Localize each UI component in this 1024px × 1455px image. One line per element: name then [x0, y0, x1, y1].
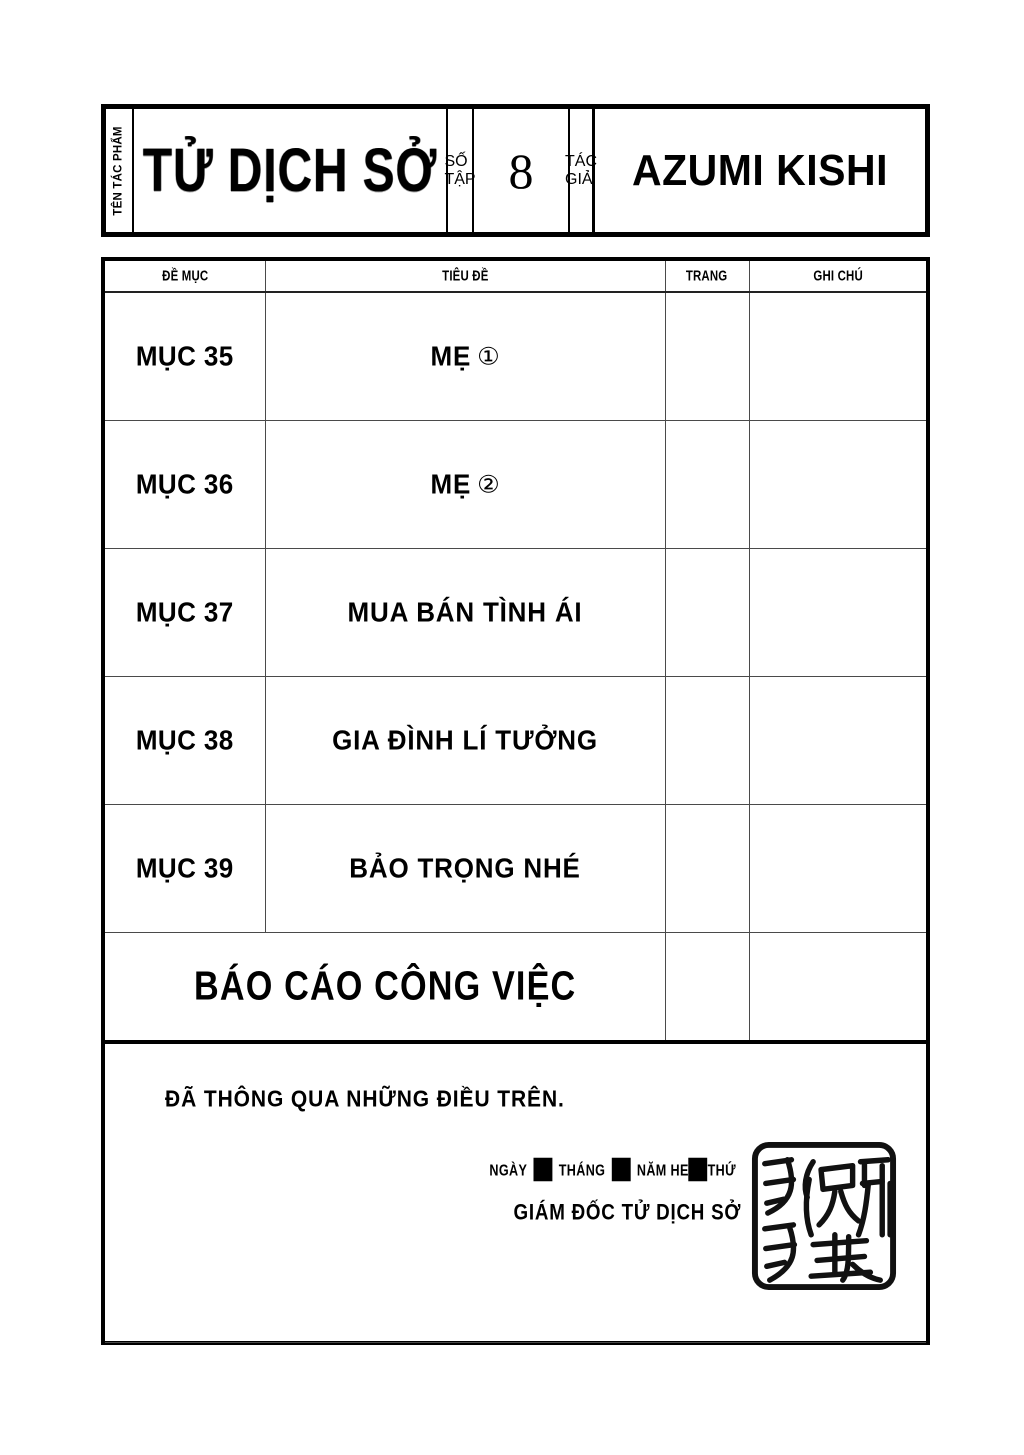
official-seal-icon — [750, 1140, 898, 1292]
volume-number: 8 — [508, 142, 534, 199]
column-header-note: GHI CHÚ — [749, 261, 926, 292]
year-value-box[interactable] — [689, 1158, 708, 1182]
cell-report-page — [665, 932, 749, 1042]
table-row — [105, 676, 926, 804]
column-header-title: TIÊU ĐỀ — [265, 261, 665, 292]
cell-report-label: BÁO CÁO CÔNG VIỆC — [105, 932, 665, 1042]
month-label: THÁNG — [558, 1160, 606, 1179]
cell-note — [749, 292, 926, 420]
table-header-row — [105, 261, 926, 292]
column-header-page: TRANG — [665, 261, 749, 292]
day-value-box[interactable] — [534, 1158, 553, 1182]
cell-approval — [105, 1042, 926, 1342]
cell-title: BẢO TRỌNG NHÉ — [265, 804, 665, 932]
cell-section: MỤC 35 — [105, 292, 265, 420]
date-line — [489, 1158, 736, 1182]
cell-report-note — [749, 932, 926, 1042]
cell-section: MỤC 36 — [105, 420, 265, 548]
chapter-number-circle: ② — [477, 472, 500, 498]
approval-section-row — [105, 1042, 926, 1342]
column-header-section: ĐỀ MỤC — [105, 261, 265, 292]
cell-title: MẸ ① — [265, 292, 665, 420]
weekday-label: THỨ — [707, 1160, 736, 1179]
cell-page — [665, 292, 749, 420]
director-title: GIÁM ĐỐC TỬ DỊCH SỞ — [513, 1200, 741, 1226]
author-label: TÁC GIẢ — [565, 152, 597, 188]
cell-note — [749, 804, 926, 932]
contents-table — [101, 257, 930, 1345]
document-header — [101, 104, 930, 237]
cell-page — [665, 420, 749, 548]
cell-note — [749, 676, 926, 804]
table-row — [105, 292, 926, 420]
approval-block — [105, 1044, 926, 1342]
cell-section: MỤC 39 — [105, 804, 265, 932]
chapter-number-circle: ① — [477, 344, 500, 371]
cell-note — [749, 420, 926, 548]
work-title-label-cell — [106, 109, 134, 232]
day-label: NGÀY — [489, 1160, 528, 1179]
cell-note — [749, 548, 926, 676]
month-value-box[interactable] — [612, 1158, 631, 1182]
table-row — [105, 548, 926, 676]
work-title-label: TÊN TÁC PHẨM — [113, 125, 126, 216]
volume-number-cell — [474, 109, 570, 232]
work-title-cell — [134, 109, 448, 232]
cell-page — [665, 804, 749, 932]
volume-label: SỐ TẬP — [444, 152, 476, 188]
cell-section: MỤC 38 — [105, 676, 265, 804]
table-row-report — [105, 932, 926, 1042]
cell-title: MẸ ② — [265, 420, 665, 548]
table-row — [105, 804, 926, 932]
author-name-cell — [595, 109, 925, 232]
cell-page — [665, 676, 749, 804]
approval-statement: ĐÃ THÔNG QUA NHỮNG ĐIỀU TRÊN. — [165, 1087, 565, 1112]
table-row — [105, 420, 926, 548]
volume-label-cell — [444, 109, 476, 232]
year-label: NĂM HE — [636, 1160, 689, 1179]
cell-title: MUA BÁN TÌNH ÁI — [265, 548, 665, 676]
author-name: AZUMI KISHI — [631, 145, 889, 195]
cell-section: MỤC 37 — [105, 548, 265, 676]
work-title: TỬ DỊCH SỞ — [142, 136, 438, 205]
cell-page — [665, 548, 749, 676]
author-label-cell — [565, 109, 597, 232]
cell-title: GIA ĐÌNH LÍ TƯỞNG — [265, 676, 665, 804]
